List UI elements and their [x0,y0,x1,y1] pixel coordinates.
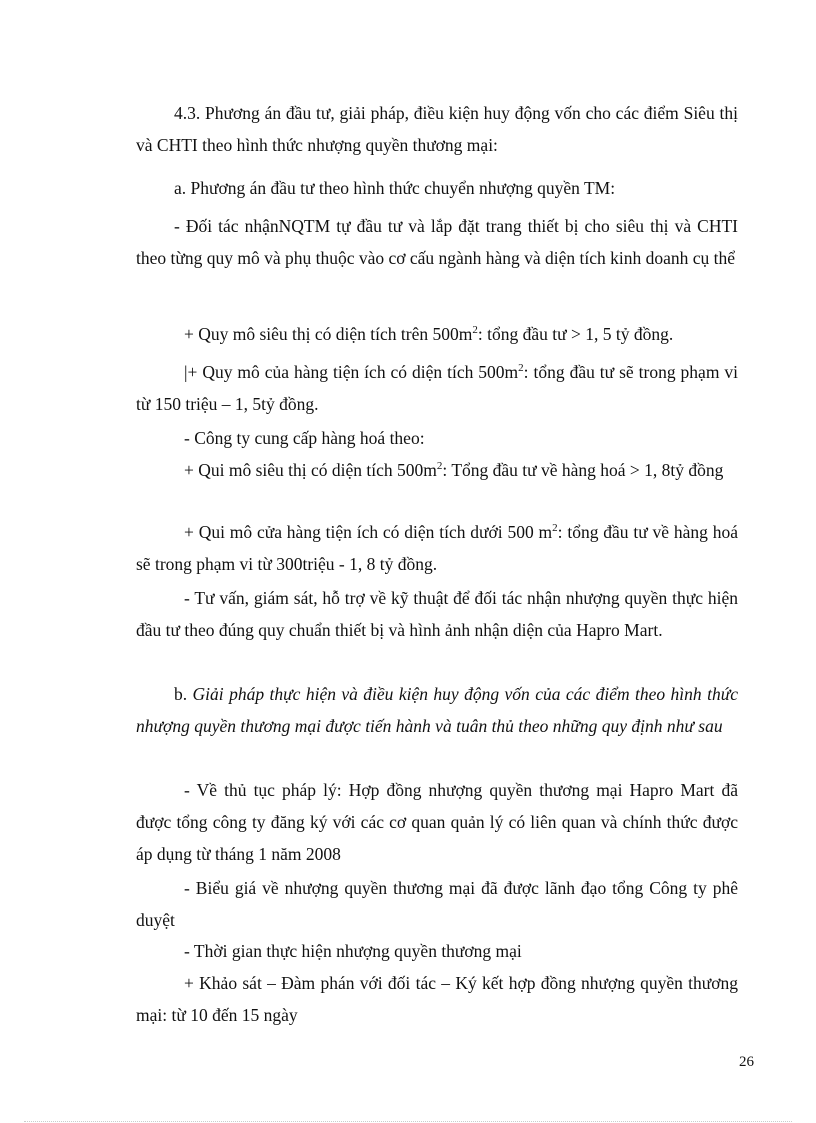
paragraph-goods-supply: - Công ty cung cấp hàng hoá theo: [184,428,425,448]
subsection-a-heading: a. Phương án đầu tư theo hình thức chuyển nhượng quyền TM: [174,178,616,198]
text-part: : tổng đầu tư sẽ trong phạm vi từ 150 triệu – 1, 5tỷ đồng. [136,362,738,414]
superscript: 2 [472,324,478,337]
text-part: : tổng đầu tư về hàng hoá sẽ trong phạm vi từ 300triệu - 1, 8 tỷ đồng. [136,522,738,574]
superscript: 2 [436,460,443,473]
superscript: 2 [552,522,558,535]
paragraph-supermarket-goods [136,454,738,486]
paragraph-implementation-time: - Thời gian thực hiện nhượng quyền thương mại [184,941,522,961]
paragraph-convenience-store-scale [136,356,738,420]
paragraph-partner-investment: - Đối tác nhậnNQTM tự đầu tư và lắp đặt trang thiết bị cho siêu thị và CHTI theo từng quy mô và phụ thuộc vào cơ cấu ngành hàng và diện tích kinh doanh cụ thể [136,216,738,268]
subsection-b-heading [136,678,738,742]
text-part: : Tổng đầu tư về hàng hoá > 1, 8tỷ đồng [442,460,724,480]
paragraph-survey-negotiation: + Khảo sát – Đàm phán với đối tác – Ký kết hợp đồng nhượng quyền thương mại: từ 10 đến 15 ngày [136,973,738,1025]
paragraph-supermarket-scale [136,318,738,350]
paragraph-convenience-goods [136,516,738,580]
superscript: 2 [518,362,524,375]
page-bottom-divider [24,1121,792,1122]
italic-text: Giải pháp thực hiện và điều kiện huy động vốn của các điểm theo hình thức nhượng quyền thương mại được tiến hành và tuân thủ theo những quy định như sau [136,684,739,736]
page-number: 26 [739,1054,754,1070]
section-heading: 4.3. Phương án đầu tư, giải pháp, điều kiện huy động vốn cho các điểm Siêu thị và CHTI theo hình thức nhượng quyền thương mại: [136,103,738,155]
text-part: + Qui mô siêu thị có diện tích 500m [184,460,437,480]
text-part: + Qui mô cửa hàng tiện ích có diện tích dưới 500 m [184,522,553,542]
text-part: : tổng đầu tư > 1, 5 tỷ đồng. [477,324,674,344]
text-part: + Quy mô siêu thị có diện tích trên 500m [184,324,473,344]
paragraph-price-schedule: - Biểu giá về nhượng quyền thương mại đã được lãnh đạo tổng Công ty phê duyệt [136,878,738,930]
text-part: b. [174,684,193,704]
paragraph-legal-procedures: - Về thủ tục pháp lý: Hợp đồng nhượng quyền thương mại Hapro Mart đã được tổng công ty đăng ký với các cơ quan quản lý có liên quan và chính thức được áp dụng từ tháng 1 năm 2008 [136,780,738,864]
text-part: |+ Quy mô của hàng tiện ích có diện tích 500m [184,362,519,382]
paragraph-consulting-support: - Tư vấn, giám sát, hỗ trợ về kỹ thuật để đối tác nhận nhượng quyền thực hiện đầu tư theo đúng quy chuẩn thiết bị và hình ảnh nhận diện của Hapro Mart. [136,588,738,640]
